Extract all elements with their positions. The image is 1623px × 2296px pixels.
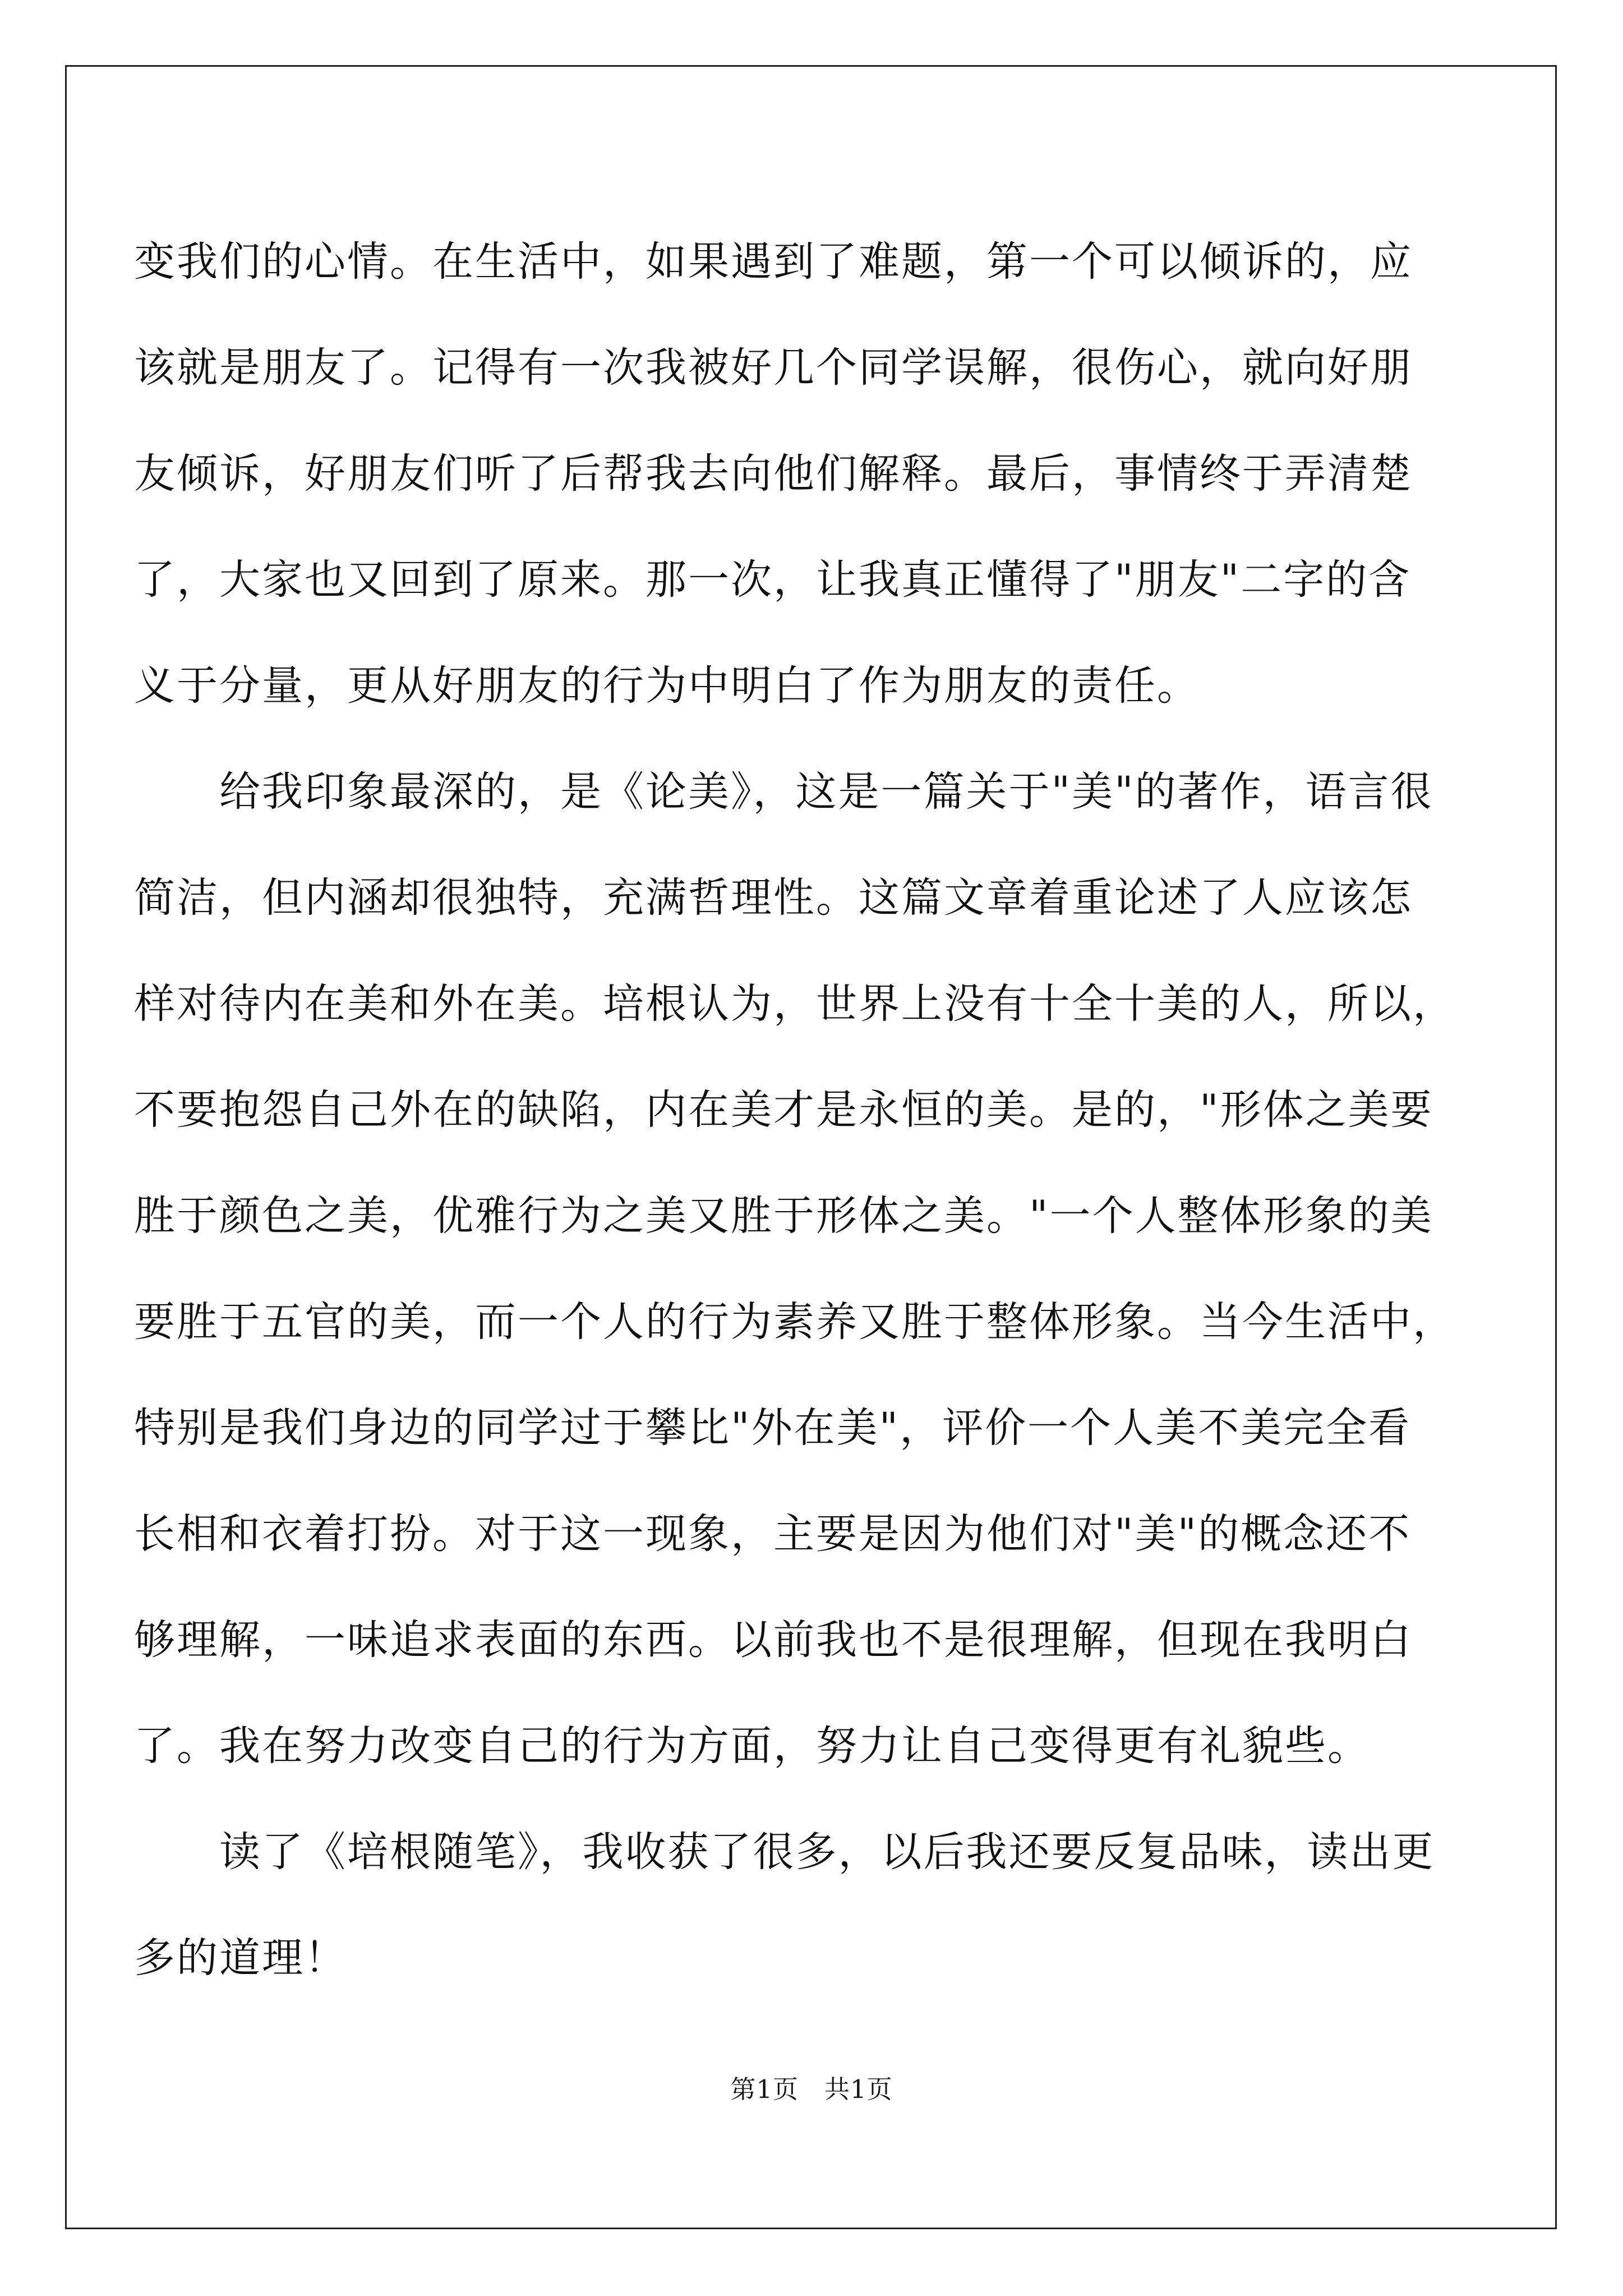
text-line: 样对待内在美和外在美。培根认为，世界上没有十全十美的人，所以，	[134, 980, 1455, 1028]
paragraph-on-beauty	[134, 739, 1455, 1799]
text-line: 长相和衣着打扮。对于这一现象，主要是因为他们对"美"的概念还不	[134, 1510, 1412, 1558]
text-line: 读了《培根随笔》，我收获了很多，以后我还要反复品味，读出更	[134, 1828, 1435, 1876]
text-line: 义于分量，更从好朋友的行为中明白了作为朋友的责任。	[134, 662, 1200, 710]
text-line: 变我们的心情。在生活中，如果遇到了难题，第一个可以倾诉的，应	[134, 238, 1413, 286]
text-line: 要胜于五官的美，而一个人的行为素养又胜于整体形象。当今生活中，	[134, 1298, 1455, 1346]
paragraph-friendship	[134, 209, 1441, 739]
text-line: 特别是我们身边的同学过于攀比"外在美"，评价一个人美不美完全看	[134, 1404, 1412, 1452]
text-line: 简洁，但内涵却很独特，充满哲理性。这篇文章着重论述了人应该怎	[134, 874, 1413, 922]
text-line: 胜于颜色之美，优雅行为之美又胜于形体之美。"一个人整体形象的美	[134, 1192, 1433, 1240]
page-footer	[0, 2073, 1623, 2106]
text-line: 友倾诉，好朋友们听了后帮我去向他们解释。最后，事情终于弄清楚	[134, 450, 1413, 498]
text-line: 了，大家也又回到了原来。那一次，让我真正懂得了"朋友"二字的含	[134, 556, 1412, 604]
text-line: 给我印象最深的，是《论美》，这是一篇关于"美"的著作，语言很	[134, 768, 1433, 816]
text-line: 了。我在努力改变自己的行为方面，努力让自己变得更有礼貌些。	[134, 1722, 1370, 1770]
text-line: 多的道理！	[134, 1934, 347, 1982]
text-line: 够理解，一味追求表面的东西。以前我也不是很理解，但现在我明白	[134, 1616, 1413, 1664]
paragraph-conclusion	[134, 1799, 1441, 2011]
document-body	[134, 209, 1455, 2011]
text-line: 该就是朋友了。记得有一次我被好几个同学误解，很伤心，就向好朋	[134, 344, 1413, 392]
text-line: 不要抱怨自己外在的缺陷，内在美才是永恒的美。是的，"形体之美要	[134, 1086, 1433, 1134]
page-number: 第1页 共1页	[730, 2074, 893, 2104]
